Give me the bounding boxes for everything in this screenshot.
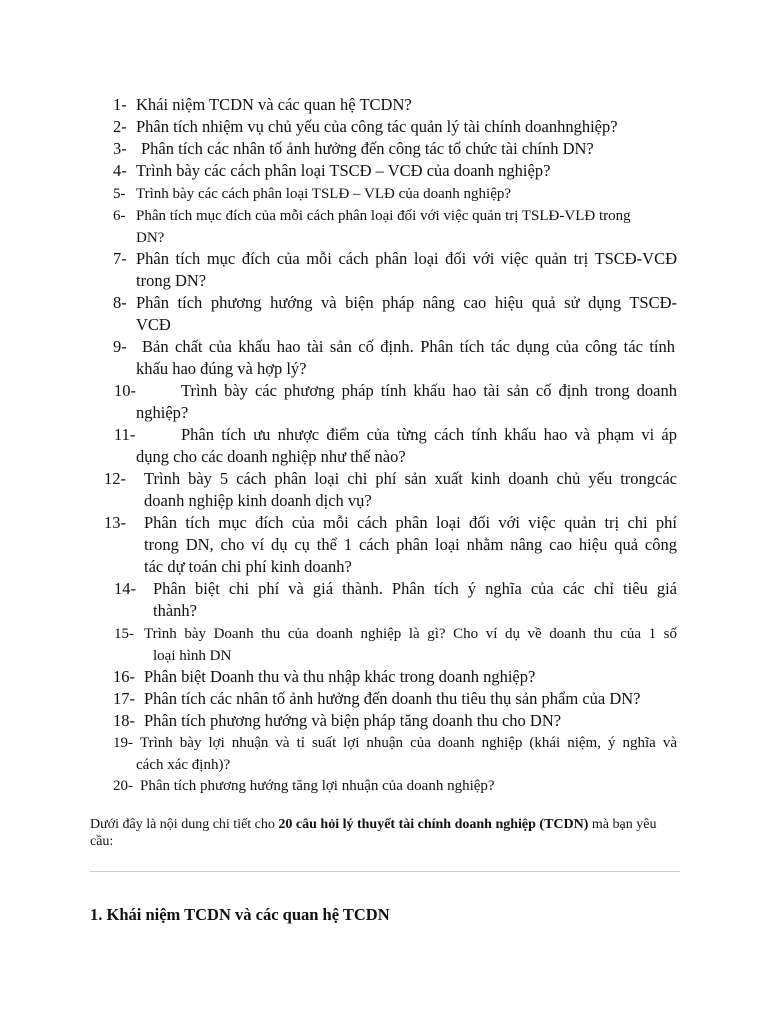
question-text: Trình bày lợi nhuận và tỉ suất lợi nhuận của doanh nghiệp (khái niệm, ý nghĩa và [140,735,677,751]
question-text: Trình bày Doanh thu của doanh nghiệp là gì? Cho ví dụ về doanh thu của 1 số [144,626,677,642]
question-text: Phân tích phương hướng tăng lợi nhuận của doanh nghiệp? [140,778,495,794]
question-text: Bản chất của khấu hao tài sản cố định. Phân tích tác dụng của công tác tính [142,337,675,356]
question-number: 17- [113,689,135,708]
question-text: loại hình DN [153,648,232,664]
question-number: 1- [113,95,127,114]
question-text: Trình bày các phương pháp tính khấu hao tài sản cố định trong doanh [181,381,677,400]
question-text: nghiệp? [136,403,189,422]
question-number: 15- [114,626,134,642]
question-number: 16- [113,667,135,686]
intro-text-before: Dưới đây là nội dung chi tiết cho [90,817,279,832]
question-text: tác dự toán chi phí kinh doanh? [144,557,352,576]
question-text: thành? [153,601,197,620]
question-number: 7- [113,249,127,268]
intro-paragraph [90,816,680,850]
question-text: trong DN, cho ví dụ cụ thể 1 cách phân loại nhằm nâng cao hiệu quả công [144,535,677,554]
question-number: 5- [113,186,126,202]
question-number: 6- [113,208,126,224]
question-text: Trình bày 5 cách phân loại chi phí sản xuất kinh doanh chủ yếu trongcác [144,469,677,488]
question-text: Trình bày các cách phân loại TSCĐ – VCĐ của doanh nghiệp? [136,161,551,180]
question-text: DN? [136,230,165,246]
horizontal-divider [90,871,680,872]
question-number: 9- [113,337,127,356]
question-text: doanh nghiệp kinh doanh dịch vụ? [144,491,372,510]
question-text: trong DN? [136,271,207,290]
question-text: Khái niệm TCDN và các quan hệ TCDN? [136,95,412,114]
question-number: 2- [113,117,127,136]
question-text: Phân tích phương hướng và biện pháp nâng cao hiệu quả sử dụng TSCĐ- [136,293,677,312]
question-text: Phân tích mục đích của mỗi cách phân loại đối với việc quản trị chi phí [144,513,677,532]
question-number: 13- [104,513,126,532]
question-number: 4- [113,161,127,180]
section-heading: 1. Khái niệm TCDN và các quan hệ TCDN [90,905,390,924]
question-number: 8- [113,293,127,312]
question-text: Phân tích mục đích của mỗi cách phân loại đối với việc quản trị TSLĐ-VLĐ trong [136,208,631,224]
question-number: 14- [114,579,136,598]
question-text: Trình bày các cách phân loại TSLĐ – VLĐ của doanh nghiệp? [136,186,512,202]
question-number: 12- [104,469,126,488]
question-text: Phân tích mục đích của mỗi cách phân loại đối với việc quản trị TSCĐ-VCĐ [136,249,677,268]
question-text: cách xác định)? [136,757,231,773]
question-text: Phân tích các nhân tố ảnh hưởng đến doanh thu tiêu thụ sản phẩm của DN? [144,689,641,708]
question-number: 11- [114,425,136,444]
question-number: 19- [113,735,133,751]
question-number: 18- [113,711,135,730]
question-number: 10- [114,381,136,400]
question-text: Phân tích nhiệm vụ chủ yếu của công tác quản lý tài chính doanhnghiệp? [136,117,618,136]
intro-text-bold: 20 câu hỏi lý thuyết tài chính doanh nghiệp (TCDN) [278,817,589,832]
question-text: Phân biệt chi phí và giá thành. Phân tích ý nghĩa của các chỉ tiêu giá [153,579,677,598]
question-text: Phân tích phương hướng và biện pháp tăng doanh thu cho DN? [144,711,562,730]
question-text: Phân tích ưu nhược điểm của từng cách tính khấu hao và phạm vi áp [181,425,677,444]
intro-text-after: mà bạn yêu cầu: [90,817,657,849]
question-text: Phân biệt Doanh thu và thu nhập khác trong doanh nghiệp? [144,667,536,686]
question-number: 3- [113,139,127,158]
question-text: khấu hao đúng và hợp lý? [136,359,307,378]
question-text: Phân tích các nhân tố ảnh hưởng đến công tác tổ chức tài chính DN? [141,139,594,158]
question-number: 20- [113,778,133,794]
question-text: VCĐ [136,315,171,334]
question-text: dụng cho các doanh nghiệp như thế nào? [136,447,406,466]
